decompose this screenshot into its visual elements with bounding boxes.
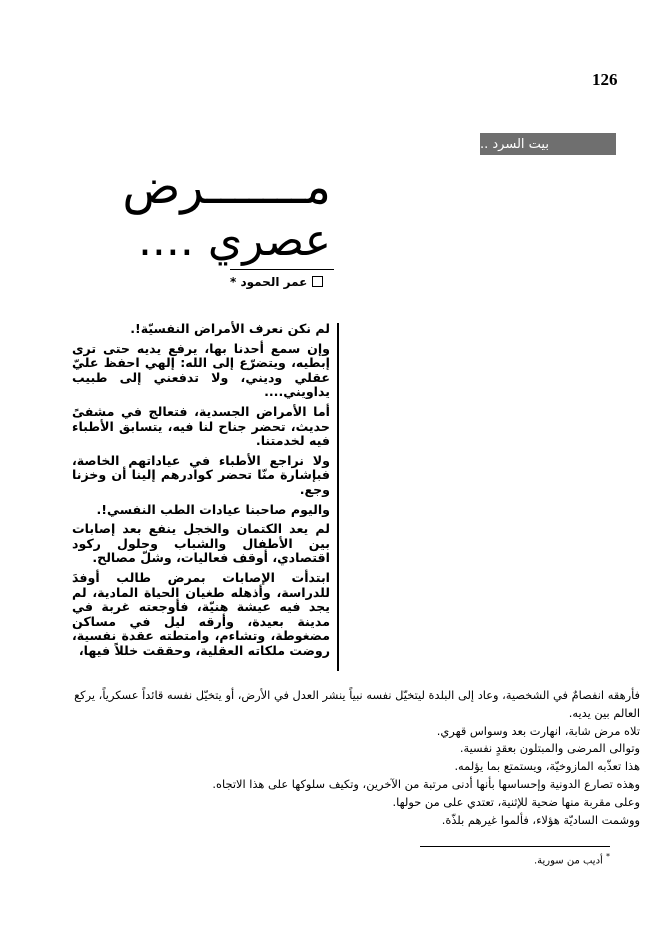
column-divider (337, 323, 339, 671)
body-text (62, 687, 640, 829)
body-paragraph: هذا تعذّبه المازوخيّة، ويستمتع بما يؤلمه. (454, 759, 640, 774)
title-line-1: مـــــــرض (122, 159, 331, 215)
body-paragraph: تلاه مرض شابة، انهارت بعد وسواس قهري. (436, 723, 640, 738)
footnote (430, 852, 610, 866)
column-paragraph: وإن سمع أحدنا بها، يرفع يديه حتى ترى إبطيه، ويتضرّع إلى الله: إلهي احفظ عليّ عقلي وديني، ولا تدفعني إلى طبيب يداويني.... (72, 340, 330, 400)
body-paragraph: فأرهقه انفصامٌ في الشخصية، وعاد إلى البلدة ليتخيّل نفسه نبياً ينشر العدل في الأرض، أو يتخيّل نفسه قائداً عسكرياً، يركع العالم بين يديه. (74, 688, 640, 720)
column-paragraph: أما الأمراض الجسدية، فتعالج في مشفىً حديث، تحضر جناح لنا فيه، يتسابق الأطباء فيه لخدمتنا. (72, 403, 330, 449)
footnote-marker: * (606, 852, 610, 861)
title-line-2: عصري .... (137, 215, 331, 266)
square-bullet-icon (312, 276, 323, 287)
body-paragraph: وتوالى المرضى والمبتلون بعقدٍ نفسية. (459, 741, 640, 756)
author-byline (230, 269, 334, 293)
author-name: عمر الحمود * (230, 274, 308, 289)
footnote-text: أديب من سورية. (533, 855, 603, 867)
column-paragraph: لم نكن نعرف الأمراض النفسيّة!. (130, 321, 330, 336)
article-title (122, 160, 331, 268)
footnote-divider (420, 846, 610, 847)
page-number: 126 (592, 70, 618, 89)
column-paragraph: لم يعد الكتمان والخجل ينفع بعد إصابات بين الأطفال والشباب وحلول ركود اقتصادي، أوقف فعاليات، وشلّ مصالح. (72, 521, 330, 566)
column-paragraph: واليوم صاحبنا عيادات الطب النفسي!. (96, 501, 330, 517)
column-text (72, 322, 330, 663)
body-paragraph: وعلى مقربة منها ضحية للإثنية، تعتدي على من حولها. (392, 794, 640, 809)
section-label: بيت السرد .. (480, 133, 616, 155)
column-paragraph: ابتدأت الإصابات بمرض طالب أوفدَ للدراسة، وأذهله طغيان الحياة المادية، لم يجد فيه عيشة هنيّة، فأوجعته غربة في مدينة بعيدة، وأرقه ليل في مساكن مضغوطة، وتشاءم، وامتطته عقدة نفسية، روضت ملكاته العقلية، وحققت خللاً فيها، (72, 569, 330, 658)
body-paragraph: ووشمت الساديّة هؤلاء، فألموا غيرهم بلذّة. (441, 812, 640, 827)
column-paragraph: ولا نراجع الأطباء في عياداتهم الخاصة، فبإشارة منّا تحضر كوادرهم إلينا أن وخزنا وجع. (72, 452, 330, 497)
body-paragraph: وهذه تصارع الدونية وإحساسها بأنها أدنى مرتبة من الآخرين، وتكيف سلوكها على هذا الاتجاه. (212, 776, 640, 791)
